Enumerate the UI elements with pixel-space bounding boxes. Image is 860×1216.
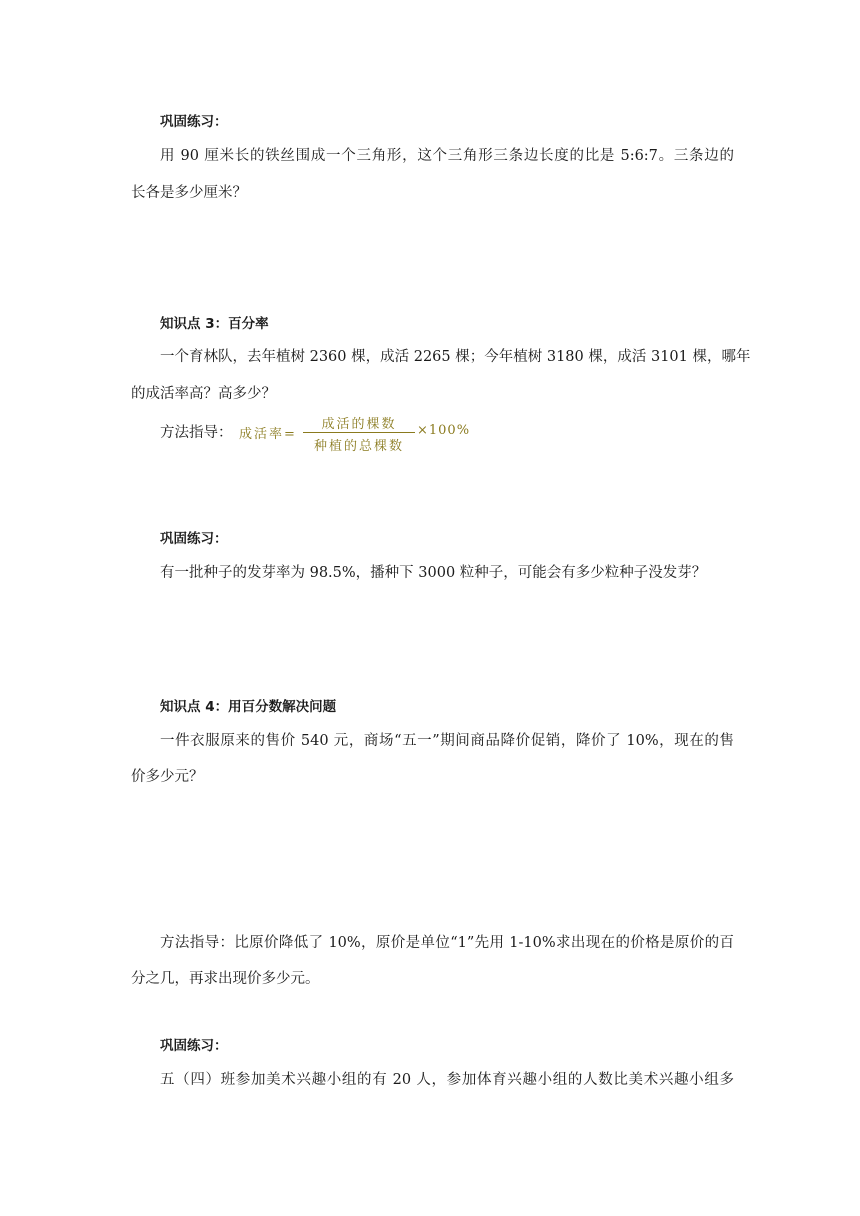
- problem-text: 一件衣服原来的售价 540 元，商场“五一”期间商品降价促销，降价了 10%，现在的售: [160, 733, 734, 749]
- problem-text: 有一批种子的发芽率为 98.5%，播种下 3000 粒种子，可能会有多少粒种子没发芽？: [160, 565, 707, 581]
- section-heading-practice-2: 巩固练习：: [160, 531, 228, 547]
- problem-text: 的成活率高？高多少？: [131, 386, 276, 402]
- formula-denominator: 种植的总棵数: [313, 439, 404, 454]
- formula-fraction: [303, 413, 415, 453]
- formula-rhs: ×100%: [417, 423, 471, 438]
- section-heading-practice-1: 巩固练习：: [160, 114, 228, 130]
- problem-text: 长各是多少厘米？: [131, 185, 247, 201]
- section-heading-knowledge-3: 知识点 3：百分率: [160, 316, 269, 332]
- section-heading-practice-3: 巩固练习：: [160, 1038, 228, 1054]
- method-guide-label: 方法指导：: [160, 425, 233, 441]
- section-heading-knowledge-4: 知识点 4：用百分数解决问题: [160, 699, 337, 715]
- formula-numerator: 成活的棵数: [321, 417, 397, 432]
- problem-text: 五（四）班参加美术兴趣小组的有 20 人，参加体育兴趣小组的人数比美术兴趣小组多: [160, 1072, 734, 1088]
- problem-text: 价多少元？: [131, 769, 204, 785]
- problem-text: 一个育林队，去年植树 2360 棵，成活 2265 棵；今年植树 3180 棵，成活 3101 棵，哪年: [160, 349, 751, 365]
- fraction-bar: [303, 432, 415, 433]
- method-guide-text: 方法指导：比原价降低了 10%，原价是单位“1”先用 1-10%求出现在的价格是原价的百: [160, 935, 734, 951]
- formula-lhs: 成活率=: [239, 427, 297, 442]
- problem-text: 用 90 厘米长的铁丝围成一个三角形，这个三角形三条边长度的比是 5:6:7。三条边的: [160, 148, 734, 164]
- method-guide-text: 分之几，再求出现价多少元。: [131, 971, 320, 987]
